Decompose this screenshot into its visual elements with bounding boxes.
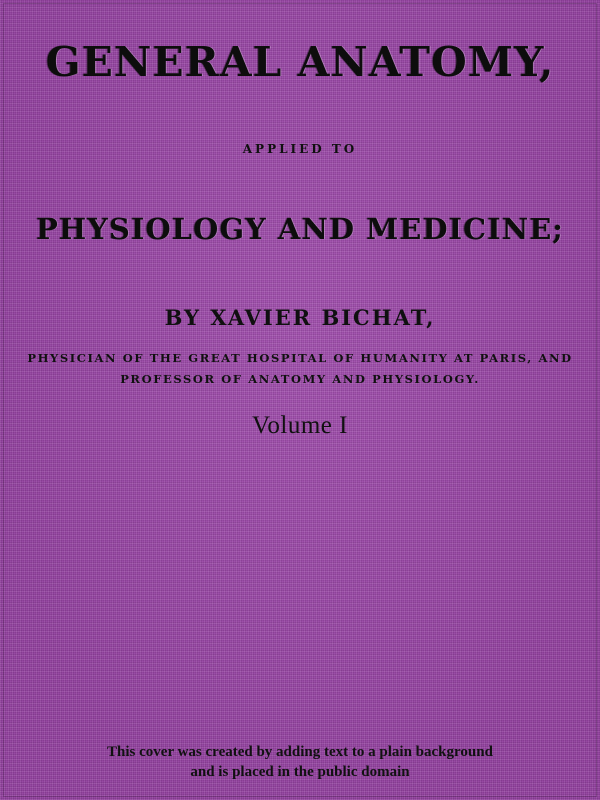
applied-to-label: APPLIED TO: [242, 142, 358, 156]
book-subtitle: PHYSIOLOGY AND MEDICINE;: [35, 212, 565, 246]
volume-label: Volume I: [252, 412, 348, 439]
cover-border: [3, 3, 597, 797]
author-credentials-line-1: PHYSICIAN OF THE GREAT HOSPITAL OF HUMANITY AT PARIS, AND: [27, 351, 573, 365]
author-credentials: [0, 348, 600, 391]
public-domain-notice-line-2: and is placed in the public domain: [190, 763, 410, 780]
public-domain-notice: [0, 742, 600, 783]
book-title: GENERAL ANATOMY,: [45, 38, 555, 86]
author-credentials-line-2: PROFESSOR OF ANATOMY AND PHYSIOLOGY.: [120, 372, 480, 387]
author-name: BY XAVIER BICHAT,: [164, 305, 436, 330]
public-domain-notice-line-1: This cover was created by adding text to a plain background: [107, 743, 493, 760]
